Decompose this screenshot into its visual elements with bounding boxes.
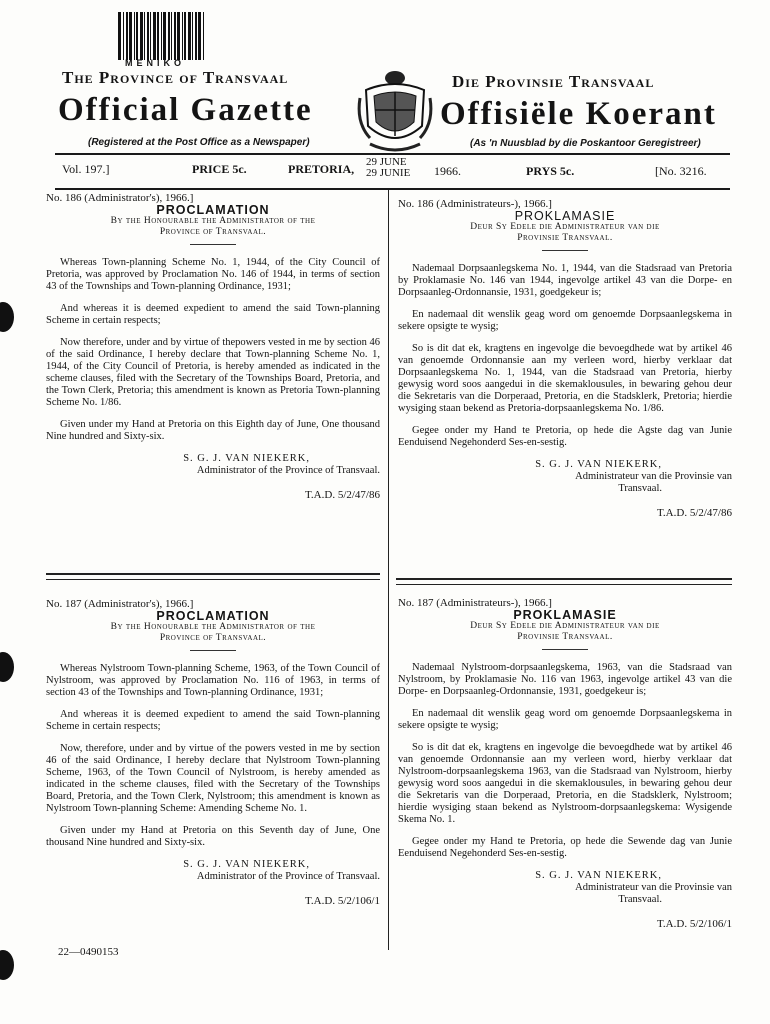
paragraph: And whereas it is deemed expedient to amend the said Town-planning Scheme in certain respects; bbox=[46, 709, 380, 732]
proclamation-subtitle: Provinsie Transvaal. bbox=[517, 632, 613, 642]
issue-year: 1966. bbox=[434, 164, 461, 178]
paragraph: Now, therefore, under and by virtue of the powers vested in me by section 46 of the said Ordinance, I hereby declare that Nylstroom Town-planning Scheme, 1963, of the Town Council of Nylstroom, is hereby amended as indicated in the scheme clauses, filed with the Secretary of the Townships Board, Pretoria, and the Town Clerk, Nylstroom; this amendment is known as Nylstroom Town-planning Scheme: Amending Scheme No. 1. bbox=[46, 743, 380, 814]
paragraph: Given under my Hand at Pretoria on this Eighth day of June, One thousand Nine hundred and Sixty-six. bbox=[46, 419, 380, 442]
punch-hole bbox=[0, 950, 14, 980]
proclamation-subtitle: Deur Sy Edele die Administrateur van die bbox=[470, 621, 660, 631]
divider bbox=[542, 250, 588, 251]
proclamation-subtitle: By the Honourable the Administrator of the bbox=[110, 622, 316, 632]
registration-note-en: (Registered at the Post Office as a Newspaper) bbox=[88, 137, 310, 148]
paragraph: Gegee onder my Hand te Pretoria, op hede die Sewende dag van Junie Eenduisend Negehonderd Ses-en-sestig. bbox=[398, 836, 732, 859]
signature-title: Administrator of the Province of Transvaal. bbox=[196, 465, 380, 476]
proclamation-187-en bbox=[46, 598, 380, 907]
proclamation-header: No. 186 (Administrator's), 1966.] bbox=[46, 192, 194, 204]
proclamation-title: PROKLAMASIE bbox=[514, 209, 616, 223]
paragraph: Given under my Hand at Pretoria on this Seventh day of June, One thousand Nine hundred and Sixty-six. bbox=[46, 825, 380, 848]
paragraph: Now therefore, under and by virtue of thepowers vested in me by section 46 of the said Ordinance, I hereby declare that Town-planning Scheme No. 1, 1944, of the City Council of Pretoria, is hereby amended as indicated in the scheme clauses, filed with the Secretary of the Townships Board, Pretoria, and the Town Clerk, Pretoria; this amendment is known as Pretoria Town-planning Scheme No. 1/86. bbox=[46, 337, 380, 408]
signature-name: S. G. J. VAN NIEKERK, bbox=[183, 453, 310, 464]
punch-hole bbox=[0, 302, 14, 332]
paragraph: Whereas Nylstroom Town-planning Scheme, 1963, of the Town Council of Nylstroom, was approved by Proclamation No. 116 of 1963, in terms of section 43 of the Townships and Town-planning Ordinance, 1931; bbox=[46, 663, 380, 698]
proclamation-187-af bbox=[398, 597, 732, 930]
signature-title: Transvaal. bbox=[618, 894, 662, 905]
paragraph: So is dit dat ek, kragtens en ingevolge die bevoegdhede wat by artikel 46 van genoemde Ordonnansie aan my verleen word, hierby verklaar dat Dorpsaanlegskema No. 1, 1944, van die Stadsraad van Pretoria, hierby gewysig word soos aangedui in die skemaklousules, in bewaring gehou deur die Sekretaris van die Dorperaad, Pretoria, en die Stadsklerk, Pretoria; hierdie wysiging staan bekend as Pretoria-dorpsaanlegskema No. 1/86. bbox=[398, 343, 732, 414]
paragraph: And whereas it is deemed expedient to amend the said Town-planning Scheme in certain respects; bbox=[46, 303, 380, 326]
proclamation-subtitle: Provinsie Transvaal. bbox=[517, 233, 613, 243]
price-af: PRYS 5c. bbox=[526, 164, 575, 178]
proclamation-title: PROCLAMATION bbox=[156, 203, 270, 217]
signature-title: Administrateur van die Provinsie van bbox=[575, 882, 732, 893]
reference-number: T.A.D. 5/2/47/86 bbox=[657, 507, 732, 519]
divider bbox=[542, 649, 588, 650]
signature-title: Administrateur van die Provinsie van bbox=[575, 471, 732, 482]
proclamation-header: No. 187 (Administrator's), 1966.] bbox=[46, 598, 194, 610]
signature-title: Administrator of the Province of Transvaal. bbox=[196, 871, 380, 882]
reference-number: T.A.D. 5/2/106/1 bbox=[657, 918, 732, 930]
print-code: 22—0490153 bbox=[58, 946, 119, 958]
registration-note-af: (As 'n Nuusblad by die Poskantoor Geregistreer) bbox=[470, 138, 701, 149]
date-af: 29 JUNIE bbox=[366, 167, 411, 179]
city: PRETORIA, bbox=[288, 162, 355, 176]
proclamation-subtitle: Deur Sy Edele die Administrateur van die bbox=[470, 222, 660, 232]
paragraph: Nademaal Nylstroom-dorpsaanlegskema, 1963, van die Stadsraad van Nylstroom, by Proklamasie No. 116 van 1963, ingevolge artikel 43 van die Dorpe- en Dorpsaanleg-Ordonnansie, 1931, goedgekeur is; bbox=[398, 662, 732, 697]
gazette-title-af: Offisiële Koerant bbox=[440, 96, 717, 132]
paragraph: So is dit dat ek, kragtens en ingevolge die bevoegdhede wat by artikel 46 van genoemde Ordonnansie aan my verleen word, hierby verklaar dat Nylstroom-dorpsaanlegskema 1963, van die Stadsraad van Nylstroom, hierby gewysig word soos aangedui in die skemaklousules, in bewaring gehou deur die Sekretaris van die Dorperaad, Pretoria, en die Stadsklerk, Nylstroom; hierdie wysiging staan bekend as Nylstroom-dorpsaanlegskema: Wysigende Skema No. 1. bbox=[398, 742, 732, 825]
paragraph: Nademaal Dorpsaanlegskema No. 1, 1944, van die Stadsraad van Pretoria by Proklamasie No. 146 van 1944, ingevolge artikel 43 van die Dorpe- en Dorpsaanleg-Ordonnansie, 1931, goedgekeur is; bbox=[398, 263, 732, 298]
date-en: 29 JUNE bbox=[366, 156, 407, 168]
proclamation-header: No. 186 (Administrateurs-), 1966.] bbox=[398, 198, 552, 210]
reference-number: T.A.D. 5/2/106/1 bbox=[305, 895, 380, 907]
proclamation-subtitle: Province of Transvaal. bbox=[159, 633, 267, 643]
price-en: PRICE 5c. bbox=[192, 162, 247, 176]
column-divider bbox=[388, 190, 389, 950]
issue-date bbox=[366, 157, 410, 179]
proclamation-header: No. 187 (Administrateurs-), 1966.] bbox=[398, 597, 552, 609]
proclamation-186-en bbox=[46, 192, 380, 501]
paragraph: Gegee onder my Hand te Pretoria, op hede die Agste dag van Junie Eenduisend Negehonderd Ses-en-sestig. bbox=[398, 425, 732, 448]
proclamation-title: PROCLAMATION bbox=[156, 609, 270, 623]
divider bbox=[190, 650, 236, 651]
coat-of-arms-icon bbox=[356, 68, 434, 158]
proclamation-186-af bbox=[398, 198, 732, 519]
issue-number: [No. 3216. bbox=[655, 164, 707, 178]
masthead-rule-top bbox=[55, 153, 730, 155]
gazette-title-en: Official Gazette bbox=[58, 92, 313, 128]
masthead-rule-bottom bbox=[55, 188, 730, 190]
proclamation-title: PROKLAMASIE bbox=[513, 608, 617, 622]
paragraph: En nademaal dit wenslik geag word om genoemde Dorpsaanlegskema in sekere opsigte te wysig; bbox=[398, 309, 732, 332]
divider bbox=[190, 244, 236, 245]
section-separator bbox=[46, 573, 380, 580]
signature-name: S. G. J. VAN NIEKERK, bbox=[535, 870, 662, 881]
punch-hole bbox=[0, 652, 14, 682]
barcode-label: MENIKO bbox=[125, 58, 185, 68]
signature-title: Transvaal. bbox=[618, 483, 662, 494]
proclamation-subtitle: Province of Transvaal. bbox=[159, 227, 267, 237]
reference-number: T.A.D. 5/2/47/86 bbox=[305, 489, 380, 501]
section-separator bbox=[396, 578, 732, 585]
province-title-en: The Province of Transvaal bbox=[62, 68, 289, 87]
paragraph: Whereas Town-planning Scheme No. 1, 1944, of the City Council of Pretoria, was approved by Proclamation No. 146 of 1944, in terms of section 43 of the Townships and Town-planning Ordinance, 1931; bbox=[46, 257, 380, 292]
volume-number: Vol. 197.] bbox=[62, 162, 110, 176]
signature-name: S. G. J. VAN NIEKERK, bbox=[535, 459, 662, 470]
signature-name: S. G. J. VAN NIEKERK, bbox=[183, 859, 310, 870]
province-title-af: Die Provinsie Transvaal bbox=[452, 72, 655, 91]
proclamation-subtitle: By the Honourable the Administrator of the bbox=[110, 216, 316, 226]
barcode bbox=[118, 12, 248, 60]
paragraph: En nademaal dit wenslik geag word om genoemde Dorpsaanlegskema in sekere opsigte te wysig; bbox=[398, 708, 732, 731]
